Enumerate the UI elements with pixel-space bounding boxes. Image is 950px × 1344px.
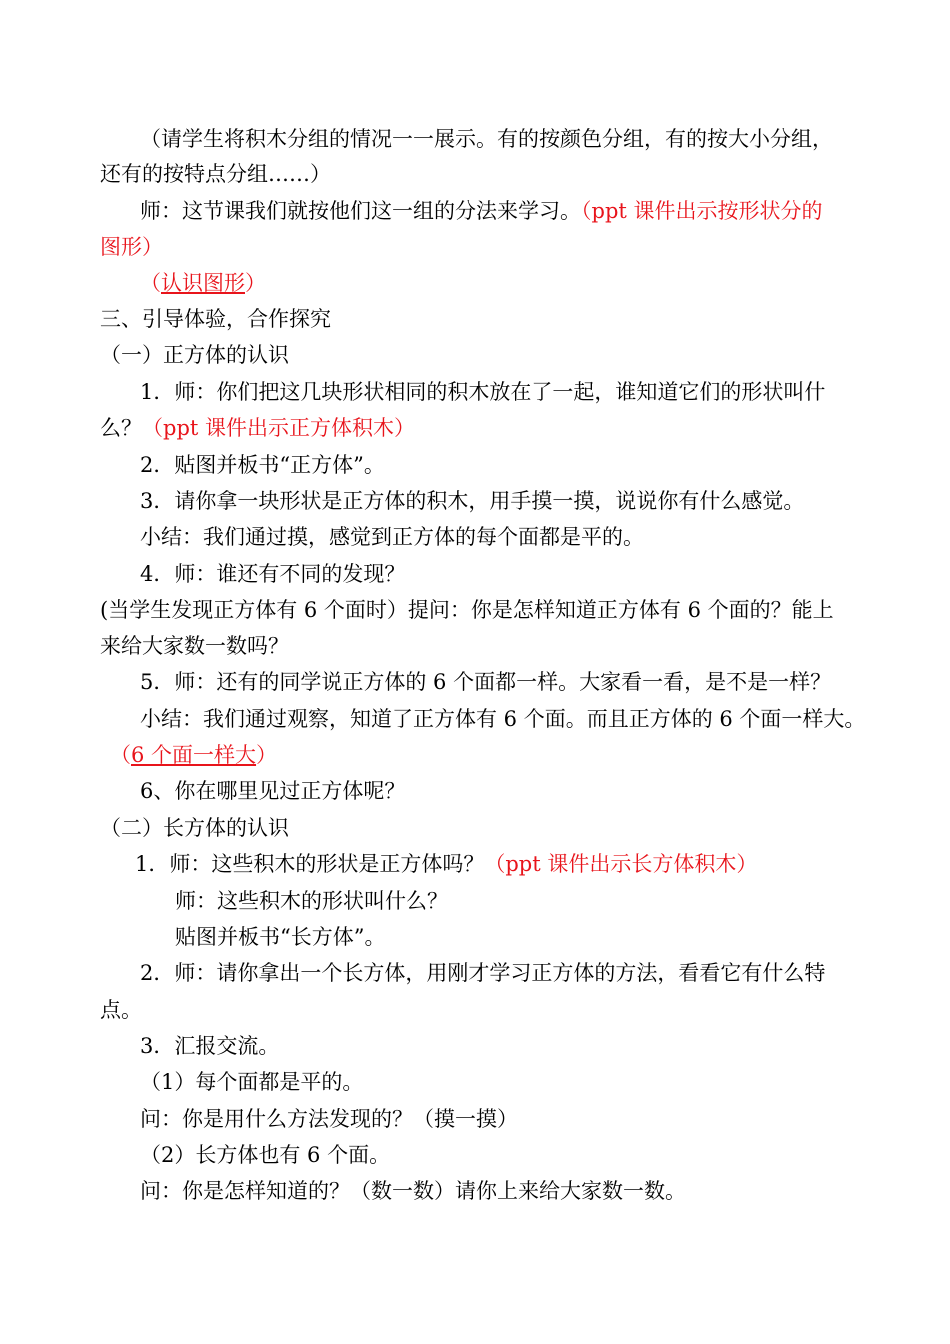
paragraph-line: 师：这些积木的形状叫什么？ xyxy=(175,889,448,913)
teacher-line: 师：这节课我们就按他们这一组的分法来学习。 xyxy=(140,199,581,223)
paragraph-line: 问：你是怎样知道的？（数一数）请你上来给大家数一数。 xyxy=(140,1179,686,1203)
section-heading: 三、引导体验，合作探究 xyxy=(100,307,331,331)
summary-line: 小结：我们通过摸，感觉到正方体的每个面都是平的。 xyxy=(140,525,644,549)
summary-line: 小结：我们通过观察，知道了正方体有 6 个面。而且正方体的 6 个面一样大。 xyxy=(140,707,866,731)
board-heading-text: 6 个面一样大 xyxy=(131,743,257,767)
paragraph-line: 3．汇报交流。 xyxy=(140,1034,280,1058)
bracket-open: （ xyxy=(110,743,131,767)
paragraph-line: 2．师：请你拿出一个长方体，用刚才学习正方体的方法，看看它有什么特 xyxy=(140,961,826,985)
paragraph-line: 3．请你拿一块形状是正方体的积木，用手摸一摸，说说你有什么感觉。 xyxy=(140,489,805,513)
board-heading xyxy=(110,741,277,769)
paragraph-line: 6、你在哪里见过正方体呢？ xyxy=(140,779,406,803)
paragraph-line: 1．师：你们把这几块形状相同的积木放在了一起，谁知道它们的形状叫什 xyxy=(140,380,826,404)
paragraph-line: 点。 xyxy=(100,998,142,1022)
subsection-heading: （二）长方体的认识 xyxy=(100,816,289,840)
paragraph-line: 5．师：还有的同学说正方体的 6 个面都一样。大家看一看，是不是一样？ xyxy=(140,670,832,694)
ppt-note: （ppt 课件出示长方体积木） xyxy=(484,852,758,876)
teacher-line: 1．师：这些积木的形状是正方体吗？ xyxy=(135,852,485,876)
question-text: 么？ xyxy=(100,416,142,440)
paragraph-line xyxy=(100,414,415,442)
paragraph-line: 4．师：谁还有不同的发现？ xyxy=(140,562,406,586)
board-heading xyxy=(140,269,266,297)
paragraph-line xyxy=(135,850,757,878)
ppt-note-continued: 图形） xyxy=(100,235,163,259)
paragraph-line: （2）长方体也有 6 个面。 xyxy=(140,1143,391,1167)
paragraph-line: 还有的按特点分组……） xyxy=(100,162,331,186)
subsection-heading: （一）正方体的认识 xyxy=(100,343,289,367)
paragraph-line: 贴图并板书“长方体”。 xyxy=(175,925,386,949)
paragraph-line: （1）每个面都是平的。 xyxy=(140,1070,364,1094)
bracket-close: ） xyxy=(256,743,278,767)
bracket-close: ） xyxy=(245,271,266,295)
paragraph-line: (当学生发现正方体有 6 个面时）提问：你是怎样知道正方体有 6 个面的？能上 xyxy=(100,598,834,622)
paragraph-line xyxy=(140,197,823,225)
ppt-note: （ppt 课件出示按形状分的 xyxy=(581,199,823,223)
bracket-open: （ xyxy=(140,271,161,295)
paragraph-line: 来给大家数一数吗？ xyxy=(100,634,289,658)
paragraph-line: （请学生将积木分组的情况一一展示。有的按颜色分组，有的按大小分组， xyxy=(140,127,833,151)
paragraph-line: 问：你是用什么方法发现的？（摸一摸） xyxy=(140,1107,518,1131)
board-heading-text: 认识图形 xyxy=(161,271,245,295)
paragraph-line: 2．贴图并板书“正方体”。 xyxy=(140,453,385,477)
ppt-note: （ppt 课件出示正方体积木） xyxy=(142,416,415,440)
